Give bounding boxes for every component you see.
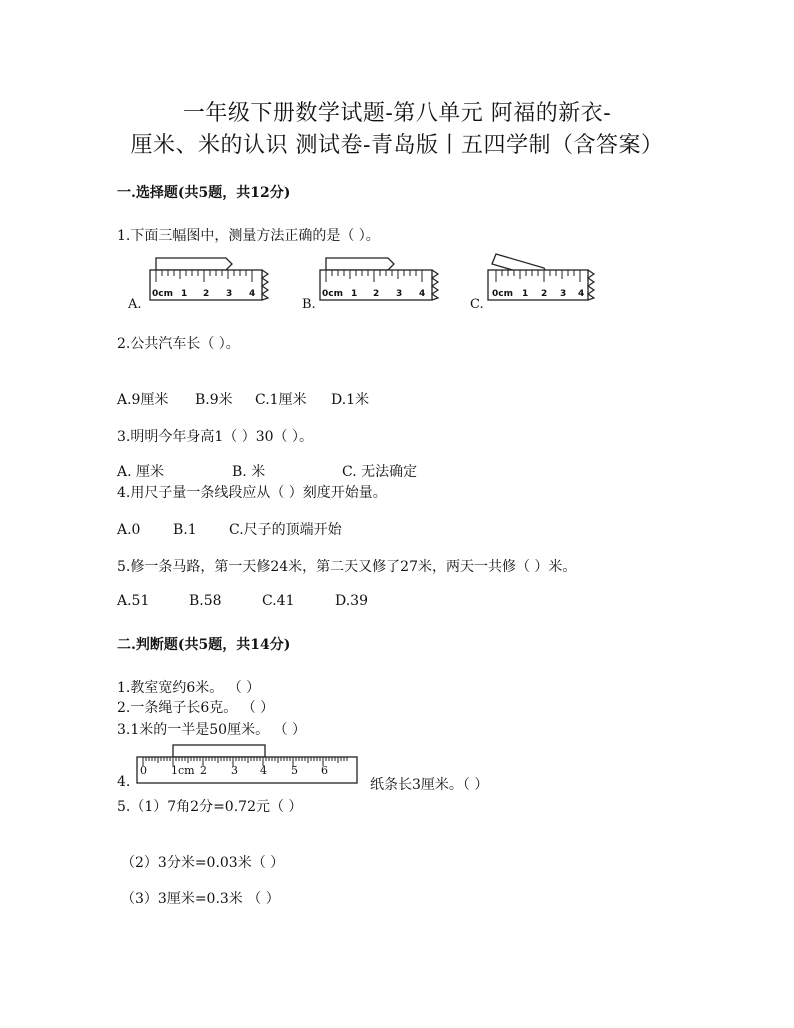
q1a-tick-2: 2 [203, 289, 210, 299]
q1c-tick-3: 3 [560, 289, 567, 299]
q1a-tick-3: 3 [226, 289, 233, 299]
judge-q5-part3: （3）3厘米=0.3米 （ ） [121, 891, 280, 907]
judge-q4-number: 4. [117, 774, 131, 790]
q1b-tick-3: 3 [396, 289, 403, 299]
title-line-2: 厘米、米的认识 测试卷-青岛版丨五四学制（含答案） [130, 133, 664, 158]
judge-q1: 1.教室宽约6米。 （ ） [117, 680, 261, 696]
q1c-tick-4: 4 [578, 289, 585, 299]
q1-figure-a [148, 252, 274, 304]
q1c-tick-2: 2 [541, 289, 548, 299]
ruler-label-1cm: 1cm [171, 764, 195, 777]
q5-option-d[interactable]: D.39 [335, 593, 368, 609]
q2-option-d[interactable]: D.1米 [331, 392, 370, 408]
q4-option-c[interactable]: C.尺子的顶端开始 [229, 522, 342, 538]
q2-option-b[interactable]: B.9米 [195, 392, 233, 408]
ruler-label-2: 2 [200, 764, 207, 777]
judge-q5-part1: 5.（1）7角2分=0.72元（ ） [117, 799, 303, 815]
judge-q4-text: 纸条长3厘米。（ ） [370, 777, 489, 793]
ruler-label-5: 5 [291, 764, 298, 777]
q1b-tick-0: 0cm [322, 289, 343, 299]
q2-option-a[interactable]: A.9厘米 [117, 392, 169, 408]
q1-label-a: A. [128, 297, 142, 312]
ruler-label-6: 6 [321, 764, 328, 777]
judge-q2: 2.一条绳子长6克。 （ ） [117, 700, 275, 716]
q1-label-b: B. [302, 297, 316, 312]
q1b-tick-4: 4 [419, 289, 426, 299]
q1b-tick-2: 2 [373, 289, 380, 299]
paper-strip [173, 745, 265, 757]
q3-text: 3.明明今年身高1（ ）30（ ）。 [117, 429, 313, 445]
q1-figure-c [486, 246, 612, 304]
q1c-tick-0: 0cm [492, 289, 513, 299]
q3-option-c[interactable]: C. 无法确定 [342, 464, 418, 480]
q2-text: 2.公共汽车长（ ）。 [117, 336, 240, 352]
ruler-label-3: 3 [231, 764, 238, 777]
q4-text: 4.用尺子量一条线段应从（ ）刻度开始量。 [117, 485, 387, 501]
q1a-tick-4: 4 [249, 289, 256, 299]
judge-q5-part2: （2）3分米=0.03米（ ） [121, 855, 285, 871]
q1c-tick-1: 1 [522, 289, 529, 299]
q1b-tick-1: 1 [351, 289, 358, 299]
q5-option-b[interactable]: B.58 [189, 593, 222, 609]
ruler-label-4: 4 [260, 764, 267, 777]
q1-label-c: C. [470, 297, 484, 312]
section-2-heading: 二.判断题(共5题，共14分) [117, 637, 291, 653]
title-line-1: 一年级下册数学试题-第八单元 阿福的新衣- [182, 101, 612, 126]
q5-text: 5.修一条马路，第一天修24米，第二天又修了27米，两天一共修（ ）米。 [117, 559, 577, 575]
q3-option-b[interactable]: B. 米 [232, 464, 266, 480]
q1-figure-b [318, 252, 444, 304]
q4-option-a[interactable]: A.0 [117, 522, 141, 538]
q1-text: 1.下面三幅图中，测量方法正确的是（ ）。 [117, 228, 380, 244]
q2-option-c[interactable]: C.1厘米 [255, 392, 307, 408]
ruler-label-0: 0 [140, 764, 147, 777]
q5-option-a[interactable]: A.51 [117, 593, 150, 609]
q1a-tick-1: 1 [181, 289, 188, 299]
q3-option-a[interactable]: A. 厘米 [117, 464, 165, 480]
judge-q4-ruler [136, 744, 360, 786]
q5-option-c[interactable]: C.41 [262, 593, 295, 609]
judge-q3: 3.1米的一半是50厘米。 （ ） [117, 722, 306, 738]
q3-options [117, 461, 417, 481]
q5-options [117, 593, 368, 609]
q2-options [117, 389, 369, 409]
section-1-heading: 一.选择题(共5题，共12分) [117, 185, 291, 201]
q1a-tick-0: 0cm [152, 289, 173, 299]
q4-options [117, 519, 342, 539]
q4-option-b[interactable]: B.1 [173, 522, 197, 538]
